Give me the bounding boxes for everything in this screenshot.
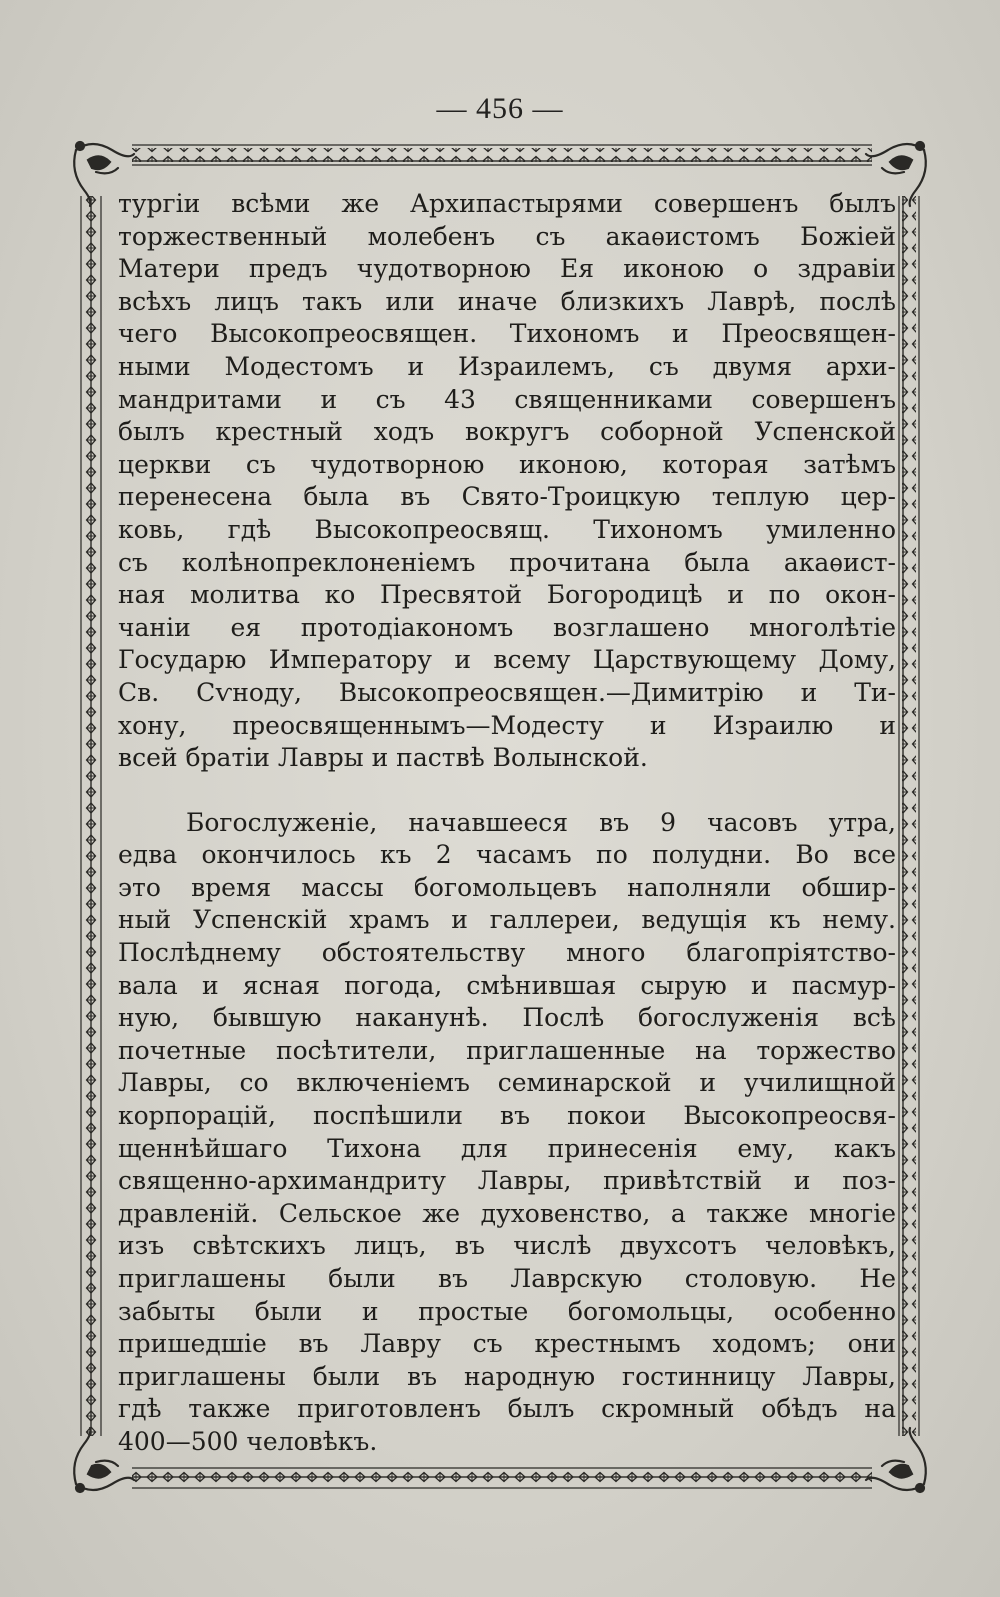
text-line: изъ свѣтскихъ лицъ, въ числѣ двухсотъ человѣкъ, [118, 1231, 896, 1261]
text-line: Богослуженіе, начавшееся въ 9 часовъ утра, [186, 807, 896, 837]
text-line: ная молитва ко Пресвятой Богородицѣ и по окон- [118, 580, 896, 610]
text-line: съ колѣнопреклоненіемъ прочитана была акаѳист- [118, 547, 896, 577]
text-line: дравленій. Сельское же духовенство, а также многіе [118, 1198, 896, 1228]
text-line: 400—500 человѣкъ. [118, 1426, 378, 1456]
text-line: приглашены были въ народную гостинницу Лавры, [118, 1361, 896, 1391]
text-line: ными Модестомъ и Израилемъ, съ двумя архи- [118, 351, 896, 381]
text-line: Послѣднему обстоятельству много благопріятство- [118, 938, 896, 968]
text-line: всѣхъ лицъ такъ или иначе близкихъ Лаврѣ, послѣ [118, 286, 896, 316]
text-line: ковь, гдѣ Высокопреосвящ. Тихономъ умиленно [118, 514, 896, 544]
text-line: это время массы богомольцевъ наполняли обшир- [118, 872, 896, 902]
text-line: ный Успенскій храмъ и галлереи, ведущія къ нему. [118, 905, 896, 935]
text-line: вала и ясная погода, смѣнившая сырую и пасмур- [118, 970, 896, 1000]
text-line: щеннѣйшаго Тихона для принесенія ему, какъ [118, 1133, 896, 1163]
text-line: всей братіи Лавры и паствѣ Волынской. [118, 743, 648, 773]
text-line: гдѣ также приготовленъ былъ скромный обѣдъ на [118, 1394, 896, 1424]
text-line: Лавры, со включеніемъ семинарской и училищной [118, 1068, 896, 1098]
text-line: былъ крестный ходъ вокругъ соборной Успенской [118, 417, 896, 447]
text-line: тургіи всѣми же Архипастырями совершенъ былъ [118, 189, 896, 218]
text-line: приглашены были въ Лаврскую столовую. Не [118, 1264, 896, 1293]
text-line: хону, преосвященнымъ—Модесту и Израилю и [118, 710, 896, 740]
text-line: ную, бывшую наканунѣ. Послѣ богослуженія всѣ [118, 1003, 896, 1033]
body-text [118, 188, 896, 1459]
text-line: Государю Императору и всему Царствующему Дому, [118, 645, 896, 675]
text-line: корпорацій, поспѣшили въ покои Высокопреосвя- [118, 1101, 896, 1131]
text-line: почетные посѣтители, приглашенные на торжество [118, 1035, 896, 1065]
paragraph [118, 807, 896, 1459]
page-number: — 456 — [436, 92, 564, 125]
text-line: чаніи ея протодіакономъ возглашено многолѣтіе [118, 612, 896, 642]
text-line: пришедшіе въ Лавру съ крестнымъ ходомъ; они [118, 1329, 896, 1359]
text-line: чего Высокопреосвящен. Тихономъ и Преосвящен- [118, 319, 896, 349]
text-line: едва окончилось къ 2 часамъ по полудни. Во все [118, 840, 896, 870]
paragraph-gap [118, 775, 896, 807]
text-line: мандритами и съ 43 священниками совершенъ [118, 384, 896, 414]
text-line: перенесена была въ Свято-Троицкую теплую цер- [118, 482, 896, 512]
text-line: церкви съ чудотворною иконою, которая затѣмъ [118, 449, 896, 479]
text-line: Матери предъ чудотворною Ея иконою о здравіи [118, 254, 896, 284]
paragraph [118, 188, 896, 775]
text-line: торжественный молебенъ съ акаѳистомъ Божіей [118, 221, 896, 251]
text-line: священно-архимандриту Лавры, привѣтствій и поз- [118, 1166, 896, 1196]
text-line: Св. Сѵноду, Высокопреосвящен.—Димитрію и Ти- [118, 677, 896, 707]
text-line: забыты были и простые богомольцы, особенно [118, 1296, 896, 1326]
